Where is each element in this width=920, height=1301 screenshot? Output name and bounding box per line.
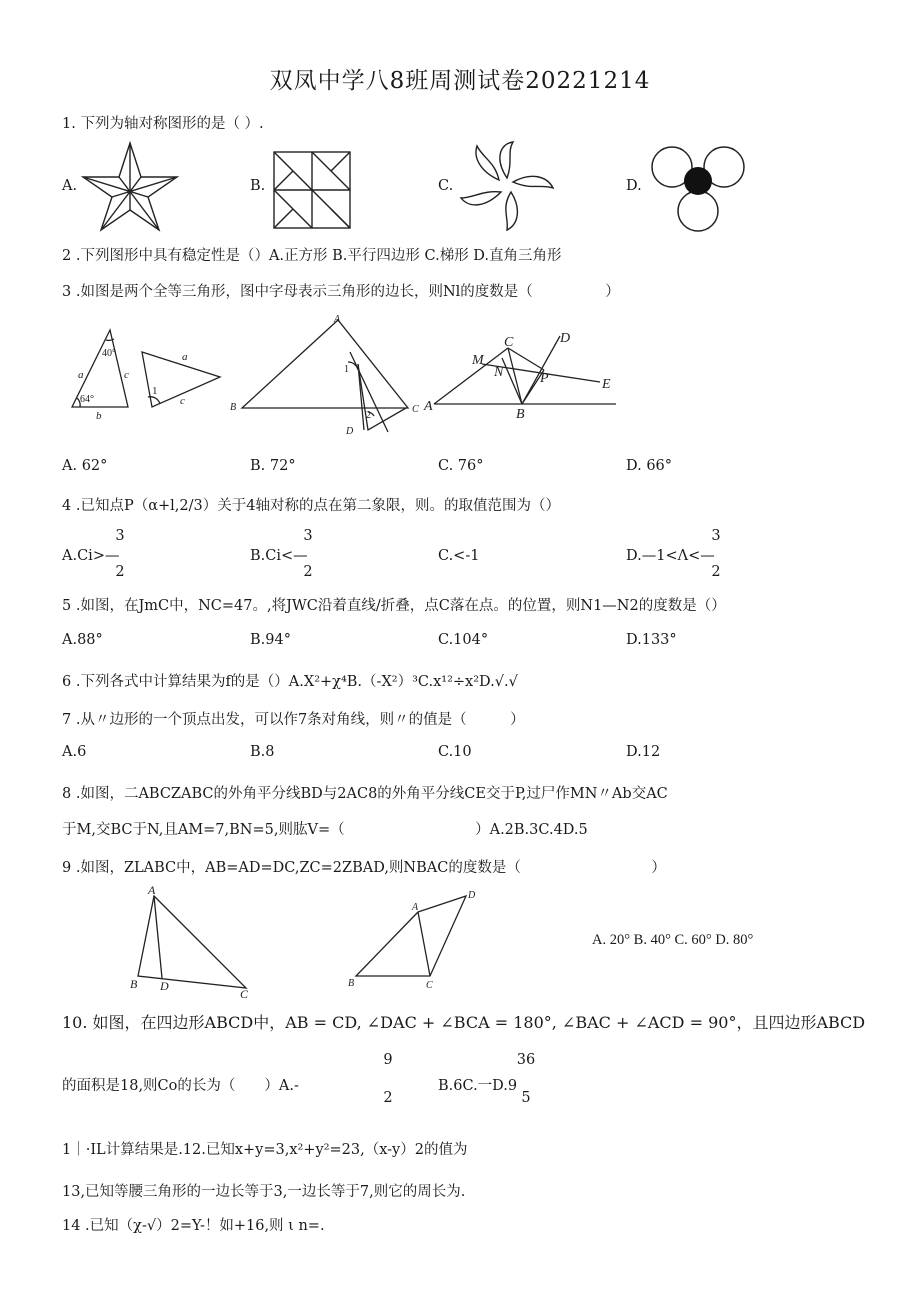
q7-option-b: B.8	[250, 744, 275, 760]
question-1-stem: 1. 下列为轴对称图形的是（ ）.	[62, 116, 264, 132]
q3-option-b: B. 72°	[250, 458, 296, 474]
fan-figure	[648, 145, 748, 233]
side-c-label: c	[124, 369, 129, 381]
vertex-b-label: B	[230, 402, 237, 413]
q7-option-c: C.10	[438, 744, 472, 760]
question-13-stem: 13,已知等腰三角形的一边长等于3,一边长等于7,则它的周长为.	[62, 1184, 466, 1200]
q4-option-c: C.<-1	[438, 548, 480, 564]
q10-d-numerator: 36	[516, 1052, 536, 1068]
q10-d-denominator: 5	[521, 1090, 531, 1106]
point-c-label: C	[504, 335, 514, 350]
flower-figure	[455, 138, 559, 232]
q4-b-numerator: 3	[303, 528, 313, 544]
q4-b-denominator: 2	[303, 564, 313, 580]
vertex-a-label: A	[412, 902, 419, 913]
q9-options: A. 20° B. 40° C. 60° D. 80°	[592, 932, 754, 948]
q7-option-d: D.12	[626, 744, 661, 760]
q4-a-numerator: 3	[115, 528, 125, 544]
question-9-stem: 9 .如图，ZLABC中，AB=AD=DC,ZC=2ZBAD,则NBAC的度数是（ ）	[62, 860, 666, 876]
q4-option-a: A.Ci>—	[62, 548, 120, 564]
vertex-c-label: C	[240, 987, 249, 1001]
question-2-stem: 2 .下列图形中具有稳定性是（）A.正方形 B.平行四边形 C.梯形 D.直角三角形	[62, 248, 562, 264]
q3-option-d: D. 66°	[626, 458, 673, 474]
point-d-label: D	[560, 331, 571, 346]
angle-1-label: 1	[344, 364, 349, 375]
point-m-label: M	[472, 353, 484, 368]
angle-64-label: 64°	[80, 394, 94, 405]
q10-a-denominator: 2	[383, 1090, 393, 1106]
point-e-label: E	[602, 377, 611, 392]
q5-option-b: B.94°	[250, 632, 291, 648]
question-14-stem: 14 .已知（χ-√）2=Y-！如+16,则 ι n=.	[62, 1218, 325, 1234]
q8-bisector-figure	[420, 326, 620, 422]
page-title: 双凤中学八8班周测试卷20221214	[269, 68, 651, 94]
point-a-label: A	[424, 399, 433, 414]
vertex-d-label: D	[346, 426, 354, 437]
question-3-stem: 3 .如图是两个全等三角形，图中字母表示三角形的边长，则Nl的度数是（ ）	[62, 284, 620, 300]
q5-option-a: A.88°	[62, 632, 103, 648]
q3-congruent-triangles-figure	[60, 322, 230, 422]
point-b-label: B	[516, 407, 525, 422]
q1-option-c-label: C.	[438, 178, 454, 194]
vertex-a-label: A	[148, 883, 156, 897]
side-b-label: b	[96, 410, 102, 422]
q7-option-a: A.6	[62, 744, 87, 760]
vertex-c-label: C	[426, 980, 433, 991]
q4-d-denominator: 2	[711, 564, 721, 580]
angle-1-label: 1	[152, 385, 158, 397]
vertex-b-label: B	[130, 977, 138, 991]
q5-fold-triangle-figure	[228, 312, 428, 438]
angle-2-label: 2	[366, 410, 371, 421]
star-figure	[80, 140, 180, 232]
vertex-a-label: A	[334, 314, 341, 325]
vertex-c-label: C	[412, 404, 419, 415]
point-p-label: P	[540, 371, 549, 386]
q10-a-numerator: 9	[383, 1052, 393, 1068]
q9-triangle-abc-figure	[128, 883, 258, 1001]
question-6-stem: 6 .下列各式中计算结果为f的是（）A.X²+χ⁴B.（-X²）³C.x¹²÷x²D.√.√	[62, 674, 518, 690]
vertex-d-label: D	[160, 979, 169, 993]
side-a-label: a	[78, 369, 84, 381]
pinwheel-figure	[272, 150, 352, 230]
question-8-line-2: 于M,交BC于N,且AM=7,BN=5,则肱V=（ ）A.2B.3C.4D.5	[62, 822, 588, 838]
q10-quadrilateral-figure	[346, 886, 486, 996]
question-10-line-2-b: B.6C.一D.9	[438, 1078, 518, 1094]
question-4-stem: 4 .已知点P（α+l,2/3）关于4轴对称的点在第二象限，则。的取值范围为（）	[62, 498, 560, 514]
question-5-stem: 5 .如图，在JmC中，NC=47。,将JWC沿着直线/折叠，点C落在点。的位置，则N1—N2的度数是（）	[62, 598, 726, 614]
q4-d-numerator: 3	[711, 528, 721, 544]
q5-option-c: C.104°	[438, 632, 489, 648]
question-8-line-1: 8 .如图，二ABCZABC的外角平分线BD与2AC8的外角平分线CE交于P,过尸作MN〃Ab交AC	[62, 786, 668, 802]
q5-option-d: D.133°	[626, 632, 677, 648]
side-c2-label: c	[180, 395, 185, 407]
vertex-b-label: B	[348, 978, 355, 989]
question-11-12-stem: 1｜·IL计算结果是.12.已知x+y=3,x²+y²=23,（x-y）2的值为	[62, 1142, 468, 1158]
question-10-line-1: 10. 如图，在四边形ABCD中，AB = CD, ∠DAC + ∠BCA = 180°, ∠BAC + ∠ACD = 90°，且四边形ABCD	[62, 1013, 866, 1032]
q4-option-b: B.Ci<—	[250, 548, 308, 564]
q1-option-b-label: B.	[250, 178, 266, 194]
q1-option-d-label: D.	[626, 178, 642, 194]
angle-40-label: 40°	[102, 348, 116, 359]
q3-option-c: C. 76°	[438, 458, 484, 474]
q1-option-a-label: A.	[62, 178, 78, 194]
vertex-d-label: D	[468, 890, 476, 901]
point-n-label: N	[494, 365, 504, 380]
q4-a-denominator: 2	[115, 564, 125, 580]
q4-option-d: D.—1<Λ<—	[626, 548, 715, 564]
side-a2-label: a	[182, 351, 188, 363]
q3-option-a: A. 62°	[62, 458, 108, 474]
question-7-stem: 7 .从〃边形的一个顶点出发，可以作7条对角线，则〃的值是（ ）	[62, 712, 525, 728]
question-10-line-2-a: 的面积是18,则Co的长为（ ）A.-	[62, 1078, 299, 1094]
